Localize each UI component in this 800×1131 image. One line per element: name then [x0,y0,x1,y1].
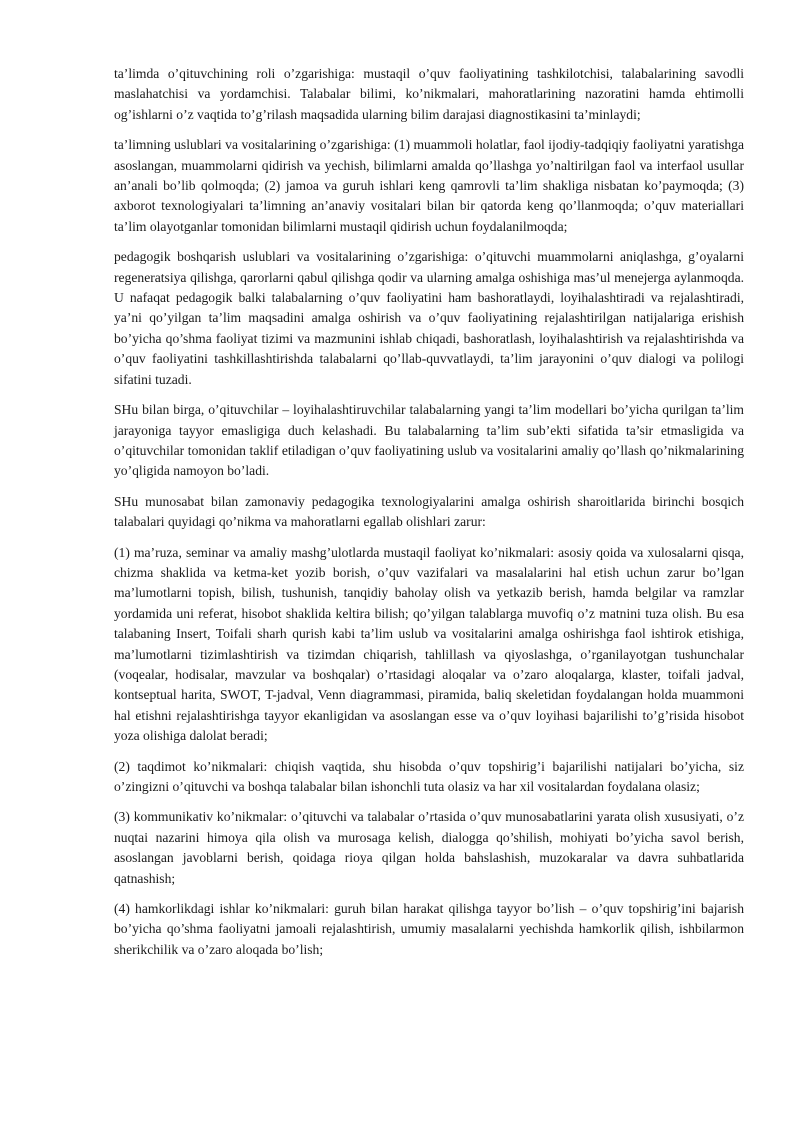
paragraph-skill-independent-work: (1) ma’ruza, seminar va amaliy mashg’ulotlarda mustaqil faoliyat ko’nikmalari: asosiy qoida va xulosalarni qisqa, chizma shaklida va ketma-ket yozib borish, o’quv vazifalari va masalalarini hal etish uchun zarur bo’lgan ma’lumotlarni topish, bilish, tushunish, tanqidiy baholay olish va yetkazib berish, hamda belgilar va ramzlar yordamida uni referat, hisobot shaklida keltira bilish; qo’yilgan talablarga muvofiq o’z matnini tuza olish. Bu esa talabaning Insert, Toifali sharh qurish kabi ta’lim uslub va vositalarini amalga oshirishga faol ishtirok etishiga, ma’lumotlarni tizimlashtirish va tizimdan chiqarish, tahlillash va qiyoslashga, o’rganilayotgan tushunchalar (voqealar, hodisalar, mavzular va boshqalar) o’rtasidagi aloqalar va o’zaro aloqalarga, klaster, toifali jadval, kontseptual harita, SWOT, T-jadval, Venn diagrammasi, piramida, baliq skeletidan foydalangan holda muammoni hal etishni rejalashtirishga tayyor ekanligidan va asoslangan esse va o’quv loyihasi bajarilishi to’g’risida hisobot yoza olishiga dalolat beradi; [114,544,744,744]
paragraph-skill-collaboration: (4) hamkorlikdagi ishlar ko’nikmalari: guruh bilan harakat qilishga tayyor bo’lish – o’quv topshirig’ini bajarish bo’yicha qo’shma faoliyatni jamoali rejalashtirish, umumiy masalalarni yechishda hamkorlik qilish, ishbilarmon sherikchilik va o’zaro aloqada bo’lish; [114,901,744,957]
paragraph-required-skills-intro: SHu munosabat bilan zamonaviy pedagogika texnologiyalarini amalga oshirish sharoitlarida birinchi bosqich talabalari quyidagi qo’nikma va mahoratlarni egallab olishlari zarur: [114,493,744,530]
paragraph-skill-presentation: (2) taqdimot ko’nikmalari: chiqish vaqtida, shu hisobda o’quv topshirig’i bajarilishi natijalari bo’yicha, siz o’zingizni o’qituvchi va boshqa talabalar bilan ishonchli tuta olasiz va har xil vositalardan foydalana olasiz; [114,758,744,794]
paragraph-skill-communication: (3) kommunikativ ko’nikmalar: o’qituvchi va talabalar o’rtasida o’quv munosabatlarini yarata olish xususiyati, o’z nuqtai nazarini himoya qila olish va murosaga kelish, dialogga qo’shilish, mohiyati bo’yicha savol berish, asoslangan javoblarni berish, qoidaga rioya qilgan holda bahslashish, muzokaralar va davra suhbatlarida qatnashish; [114,809,744,886]
paragraph-teacher-designers: SHu bilan birga, o’qituvchilar – loyihalashtiruvchilar talabalarning yangi ta’lim modellari bo’yicha qurilgan ta’lim jarayoniga tayyor emasligiga duch kelashadi. Bu talabalarning ta’lim sub’ekti sifatida ta’sir etmasligida va o’qituvchilar tomonidan taklif etiladigan o’quv faoliyatining uslub va vositalarini amaliy qo’llash qo’nikmalarining yo’qligida namoyon bo’ladi. [114,402,744,479]
paragraph-pedagogical-management: pedagogik boshqarish uslublari va vositalarining o’zgarishiga: o’qituvchi muammolarni aniqlashga, g’oyalarni regeneratsiya qilishga, qarorlarni qabul qilishga qodir va ularning amalga oshishiga mas’ul menejerga aylanmoqda. U nafaqat pedagogik balki talabalarning o’quv faoliyatini ham bashoratlaydi, loyihalashtiradi va rejalashtiradi, ya’ni qo’yilgan ta’lim maqsadini amalga oshirish va o’quv faoliyatining rejalashtirilgan natijalariga erishish bo’yicha qo’shma faoliyat tizimi va mazmunini ishlab chiqadi, bashoratlash, loyihalashtirish va rejalashtirishda va o’quv faoliyatini tashkillashtirishda talabalarni qo’llab-quvvatlaydi, ta’lim jarayonini o’quv dialogi va polilogi sifatini tuzadi. [114,249,744,387]
document-page [114,64,744,970]
paragraph-teaching-methods: ta’limning uslublari va vositalarining o’zgarishiga: (1) muammoli holatlar, faol ijodiy-tadqiqiy faoliyatni yaratishga asoslangan, muammolarni qidirish va yechish, bilimlarni amalda qo’llashga yo’naltirilgan faol va interfaol usullar an’anali bo’lib qolmoqda; (2) jamoa va guruh ishlari keng qamrovli ta’lim shakliga nisbatan ko’paymoqda; (3) axborot texnologiyalari ta’limning an’anaviy vositalari bilan bir qatorda keng qo’llanmoqda; o’quv materiallari ta’lim olayotganlar tomonidan bilimlarni mustaqil qidirish uchun foydalanilmoqda; [114,137,744,234]
paragraph-teacher-role: ta’limda o’qituvchining roli o’zgarishiga: mustaqil o’quv faoliyatining tashkilotchisi, talabalarining savodli maslahatchisi va yordamchisi. Talabalar bilimi, ko’nikmalari, mahoratlarining nazoratini hamda ehtimolli og’ishlarni o’z vaqtida to’g’rilash maqsadida ularning bilim darajasi diagnostikasini ta’minlaydi; [114,66,744,122]
